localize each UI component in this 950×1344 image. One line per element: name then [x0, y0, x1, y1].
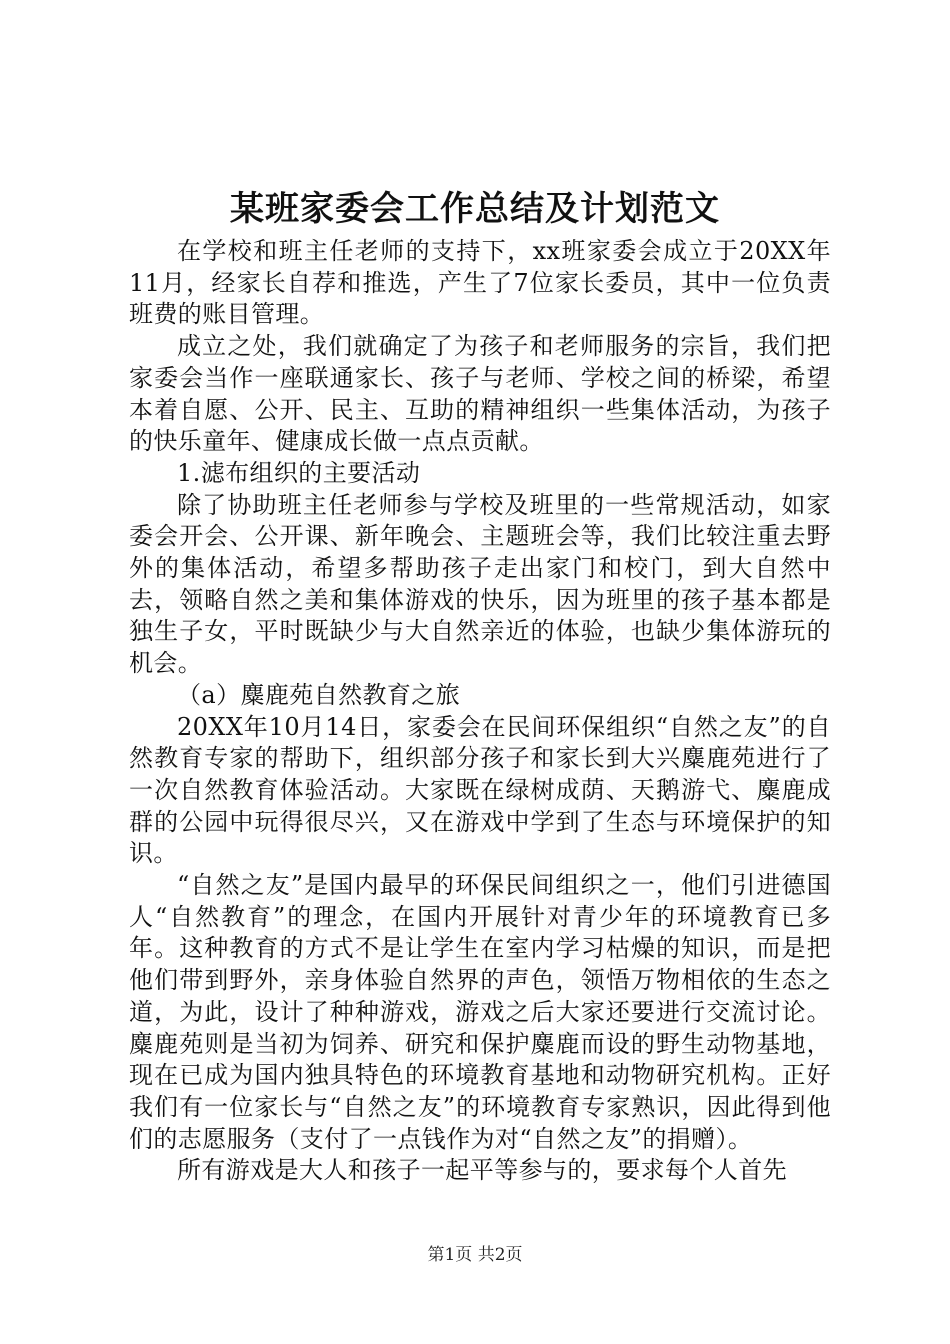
paragraph-milu-trip: 20XX年10月14日，家委会在民间环保组织“自然之友”的自然教育专家的帮助下，组织部分孩子和家长到大兴麋鹿苑进行了一次自然教育体验活动。大家既在绿树成荫、天鹅游弋、麋鹿成群的公园中玩得很尽兴，又在游戏中学到了生态与环境保护的知识。: [129, 712, 831, 868]
section-heading-activities: 1.滤布组织的主要活动: [177, 458, 421, 487]
document-title: 某班家委会工作总结及计划范文: [230, 189, 720, 229]
page-footer: 第1页 共2页: [427, 1245, 523, 1265]
paragraph-activities: 除了协助班主任老师参与学校及班里的一些常规活动，如家委会开会、公开课、新年晚会、主题班会等，我们比较注重去野外的集体活动，希望多帮助孩子走出家门和校门，到大自然中去，领略自然之美和集体游戏的快乐，因为班里的孩子基本都是独生子女，平时既缺少与大自然亲近的体验，也缺少集体游玩的机会。: [129, 490, 831, 678]
document-body: [129, 236, 831, 1187]
paragraph-purpose: 成立之处，我们就确定了为孩子和老师服务的宗旨，我们把家委会当作一座联通家长、孩子与老师、学校之间的桥梁，希望本着自愿、公开、民主、互助的精神组织一些集体活动，为孩子的快乐童年、健康成长做一点点贡献。: [129, 332, 831, 456]
subsection-heading-milu-park: （a）麋鹿苑自然教育之旅: [177, 680, 461, 709]
paragraph-founding: 在学校和班主任老师的支持下，xx班家委会成立于20XX年11月，经家长自荐和推选，产生了7位家长委员，其中一位负责班费的账目管理。: [129, 237, 831, 329]
paragraph-games: 所有游戏是大人和孩子一起平等参与的，要求每个人首先: [177, 1156, 787, 1185]
paragraph-friends-of-nature: “自然之友”是国内最早的环保民间组织之一，他们引进德国人“自然教育”的理念，在国内开展针对青少年的环境教育已多年。这种教育的方式不是让学生在室内学习枯燥的知识，而是把他们带到野外，亲身体验自然界的声色，领悟万物相依的生态之道，为此，设计了种种游戏，游戏之后大家还要进行交流讨论。麋鹿苑则是当初为饲养、研究和保护麋鹿而设的野生动物基地，现在已成为国内独具特色的环境教育基地和动物研究机构。正好我们有一位家长与“自然之友”的环境教育专家熟识，因此得到他们的志愿服务（支付了一点钱作为对“自然之友”的捐赠）。: [129, 871, 831, 1153]
